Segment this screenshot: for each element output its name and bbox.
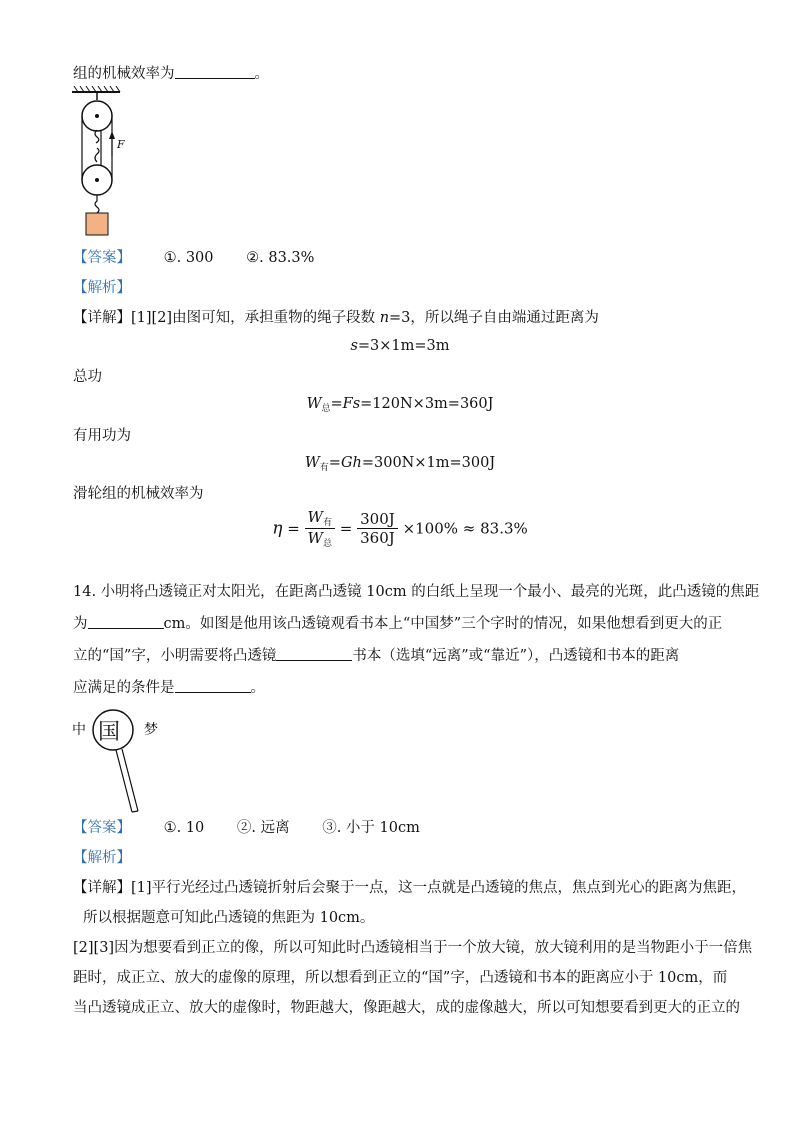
answer-2: ②. 远离 [236, 820, 290, 836]
q14-detail-1b: 所以根据题意可知此凸透镜的焦距为 10cm。 [83, 910, 375, 926]
q13-tail-line: 组的机械效率为 。 [73, 66, 269, 82]
equation-total-work: $W_总=Fs=120N\times 3m=360J$ [306, 396, 494, 414]
q13-answer-line [73, 248, 314, 268]
force-label: F [117, 138, 125, 151]
answer-3: ③. 小于 10cm [322, 820, 420, 836]
q14-detail-2a: [2][3]因为想要看到正立的像，所以可知此时凸透镜相当于一个放大镜，放大镜利用的是当物距小于一倍焦 [73, 940, 753, 956]
ratio-fraction: $\frac{W_有}{W_总}$ [305, 508, 335, 549]
equation-efficiency: η = $\frac{W_有}{W_总}$ = $\frac{300J}{360J}$ ×100% ≈ 83.3% [272, 508, 528, 549]
q14-detail-2b: 距时，成正立、放大的虚像的原理，所以想看到正立的“国”字，凸透镜和书本的距离应小于 10cm，而 [73, 970, 728, 986]
q13-detail-line: 【详解】[1][2]由图可知，承担重物的绳子段数 n=3，所以绳子自由端通过距离为 [73, 310, 599, 326]
answer-blank [175, 64, 255, 79]
label-useful-work: 有用功为 [73, 428, 131, 444]
analysis-tag: 【解析】 [73, 280, 131, 296]
magnifier-figure [70, 706, 180, 818]
value-fraction: $\frac{300J}{360J}$ [357, 510, 398, 547]
figure-char-left: 中 [72, 722, 86, 738]
label-efficiency: 滑轮组的机械效率为 [73, 486, 204, 502]
q14-line3: 立的“国”字，小明需要将凸透镜 书本（选填“远离”或“靠近”），凸透镜和书本的距离 [73, 648, 680, 664]
q14-line4: 应满足的条件是 。 [73, 680, 265, 696]
answer-1: ①. 300 [163, 250, 214, 266]
equation-useful-work: $W_有=Gh=300N\times 1m=300J$ [304, 455, 496, 473]
q14-detail-1a: 【详解】[1]平行光经过凸透镜折射后会聚于一点，这一点就是凸透镜的焦点，焦点到光心的距离为焦距， [73, 880, 747, 896]
answer-blank [276, 646, 352, 661]
q14-answer-line [73, 818, 420, 838]
pulley-system-figure [72, 86, 142, 238]
answer-2: ②. 83.3% [246, 250, 315, 266]
analysis-tag: 【解析】 [73, 850, 131, 866]
answer-1: ①. 10 [163, 820, 205, 836]
answer-tag: 【答案】 [73, 820, 131, 836]
q14-line1: 14. 小明将凸透镜正对太阳光，在距离凸透镜 10cm 的白纸上呈现一个最小、最亮的光斑，此凸透镜的焦距 [73, 584, 760, 600]
q14-line2: 为 cm。如图是他用该凸透镜观看书本上“中国梦”三个字时的情况，如果他想看到更大的正 [73, 616, 723, 632]
equation-distance: s=3×1m=3m [350, 338, 450, 354]
figure-char-magnified: 国 [98, 720, 121, 745]
label-total-work: 总功 [73, 369, 102, 385]
answer-blank [88, 614, 164, 629]
answer-blank [175, 678, 251, 693]
figure-char-right: 梦 [144, 722, 158, 738]
answer-tag: 【答案】 [73, 250, 131, 266]
q14-detail-2c: 当凸透镜成正立、放大的虚像时，物距越大，像距越大，成的虚像越大，所以可知想要看到更大的正立的 [73, 1000, 740, 1016]
